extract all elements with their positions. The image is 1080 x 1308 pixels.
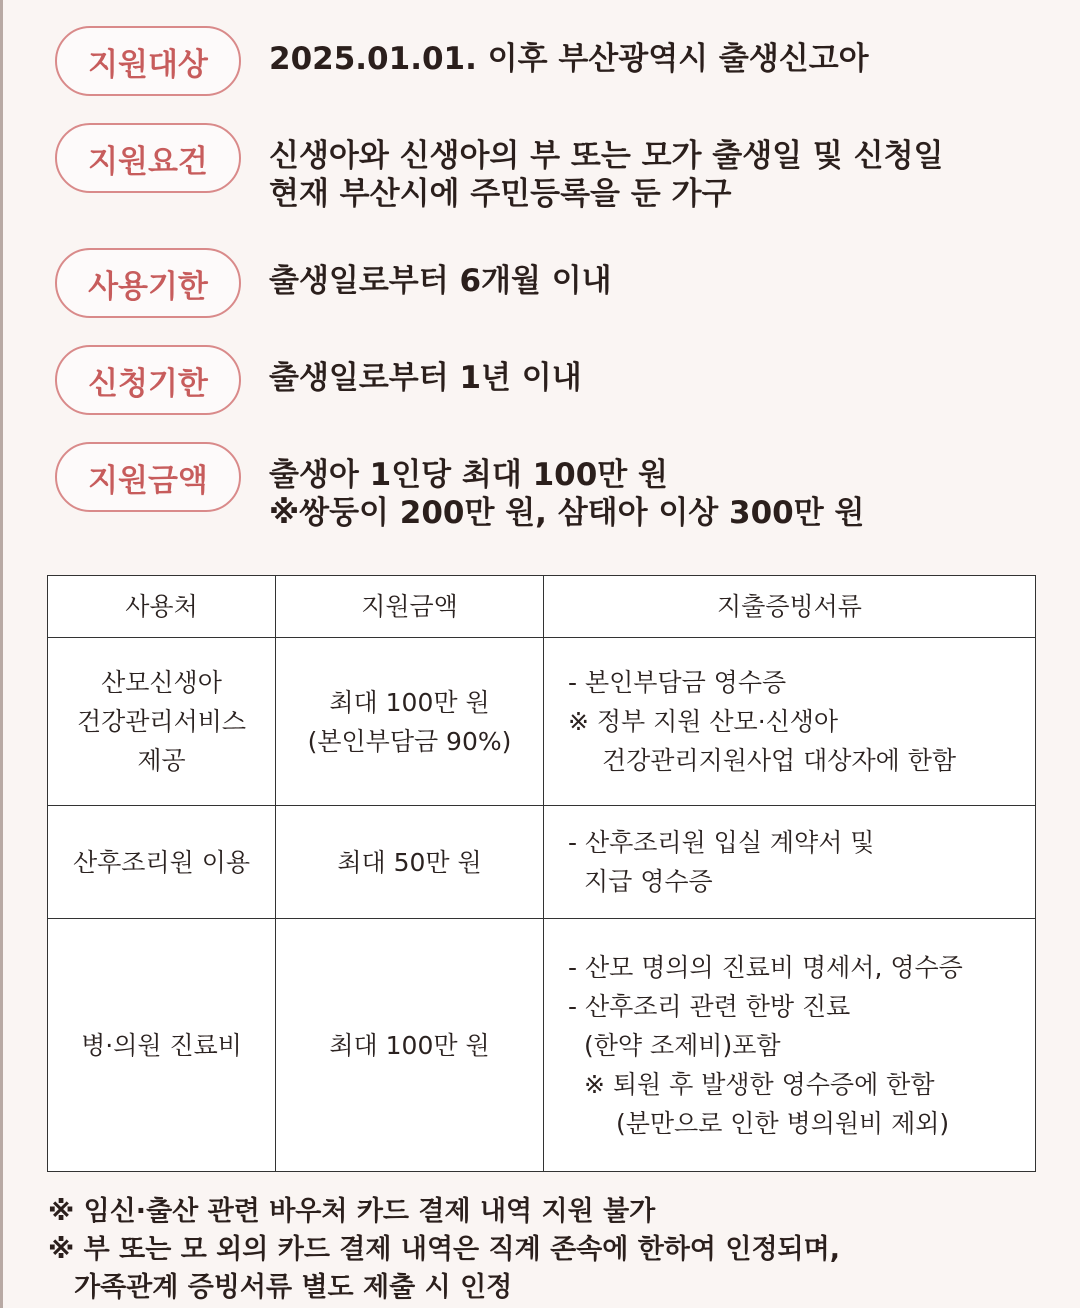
- cell-line: - 본인부담금 영수증: [568, 668, 787, 697]
- label-pill: 사용기한: [55, 248, 241, 318]
- cell-docs: [544, 806, 1036, 919]
- info-line: 현재 부산시에 주민등록을 둔 가구: [269, 176, 732, 212]
- label-pill: 신청기한: [55, 345, 241, 415]
- info-row-target: [55, 26, 869, 96]
- cell-amount: [276, 806, 544, 919]
- info-value: [269, 123, 943, 213]
- cell-line: 제공: [137, 746, 186, 775]
- left-edge-line: [0, 0, 3, 1308]
- info-row-application-period: [55, 345, 582, 415]
- cell-line: 최대 100만 원: [329, 1030, 490, 1060]
- label-pill: 지원대상: [55, 26, 241, 96]
- table-row: [48, 919, 1036, 1172]
- header-amount: 지원금액: [276, 576, 544, 638]
- cell-line: 건강관리지원사업 대상자에 한함: [602, 746, 956, 775]
- cell-line: 산모신생아: [101, 668, 222, 697]
- info-line: 출생아 1인당 최대 100만 원: [269, 457, 668, 493]
- cell-place: [48, 806, 276, 919]
- cell-place: [48, 919, 276, 1172]
- cell-docs: [544, 919, 1036, 1172]
- cell-docs: [544, 638, 1036, 806]
- header-docs: 지출증빙서류: [544, 576, 1036, 638]
- footnote: 가족관계 증빙서류 별도 제출 시 인정: [74, 1272, 513, 1303]
- info-row-usage-period: [55, 248, 612, 318]
- cell-amount: [276, 919, 544, 1172]
- cell-line: 지급 영수증: [584, 867, 713, 896]
- cell-place: [48, 638, 276, 806]
- table-row: [48, 638, 1036, 806]
- header-place: 사용처: [48, 576, 276, 638]
- info-value: [269, 442, 864, 532]
- usage-table: [47, 575, 1036, 1172]
- cell-line: 최대 100만 원: [329, 687, 490, 717]
- info-line: ※쌍둥이 200만 원, 삼태아 이상 300만 원: [269, 495, 865, 531]
- info-line: 출생일로부터 1년 이내: [269, 360, 582, 396]
- label-pill: 지원요건: [55, 123, 241, 193]
- footnote: ※ 임신·출산 관련 바우처 카드 결제 내역 지원 불가: [48, 1196, 656, 1227]
- cell-line: ※ 정부 지원 산모·신생아: [568, 707, 839, 736]
- cell-line: ※ 퇴원 후 발생한 영수증에 한함: [584, 1069, 935, 1099]
- info-line: 신생아와 신생아의 부 또는 모가 출생일 및 신청일: [269, 138, 944, 174]
- info-row-requirement: [55, 123, 943, 213]
- cell-line: (본인부담금 90%): [307, 726, 512, 756]
- cell-line: - 산후조리 관련 한방 진료: [568, 991, 851, 1021]
- cell-line: - 산모 명의의 진료비 명세서, 영수증: [568, 952, 963, 982]
- cell-line: (한약 조제비)포함: [584, 1030, 781, 1060]
- info-value: [269, 345, 582, 397]
- info-row-amount: [55, 442, 864, 532]
- table-row: [48, 806, 1036, 919]
- info-line: 출생일로부터 6개월 이내: [269, 263, 612, 299]
- info-line: 2025.01.01. 이후 부산광역시 출생신고아: [269, 41, 869, 77]
- cell-line: - 산후조리원 입실 계약서 및: [568, 828, 875, 857]
- footnote: ※ 부 또는 모 외의 카드 결제 내역은 직계 존속에 한하여 인정되며,: [48, 1234, 840, 1265]
- cell-line: 병·의원 진료비: [81, 1030, 242, 1060]
- footnotes: [48, 1193, 840, 1307]
- label-pill: 지원금액: [55, 442, 241, 512]
- table-header-row: [48, 576, 1036, 638]
- info-value: [269, 26, 869, 78]
- info-value: [269, 248, 612, 300]
- cell-line: 건강관리서비스: [76, 707, 247, 736]
- cell-line: (분만으로 인한 병의원비 제외): [616, 1108, 950, 1138]
- cell-line: 산후조리원 이용: [73, 847, 250, 877]
- cell-line: 최대 50만 원: [337, 847, 482, 877]
- cell-amount: [276, 638, 544, 806]
